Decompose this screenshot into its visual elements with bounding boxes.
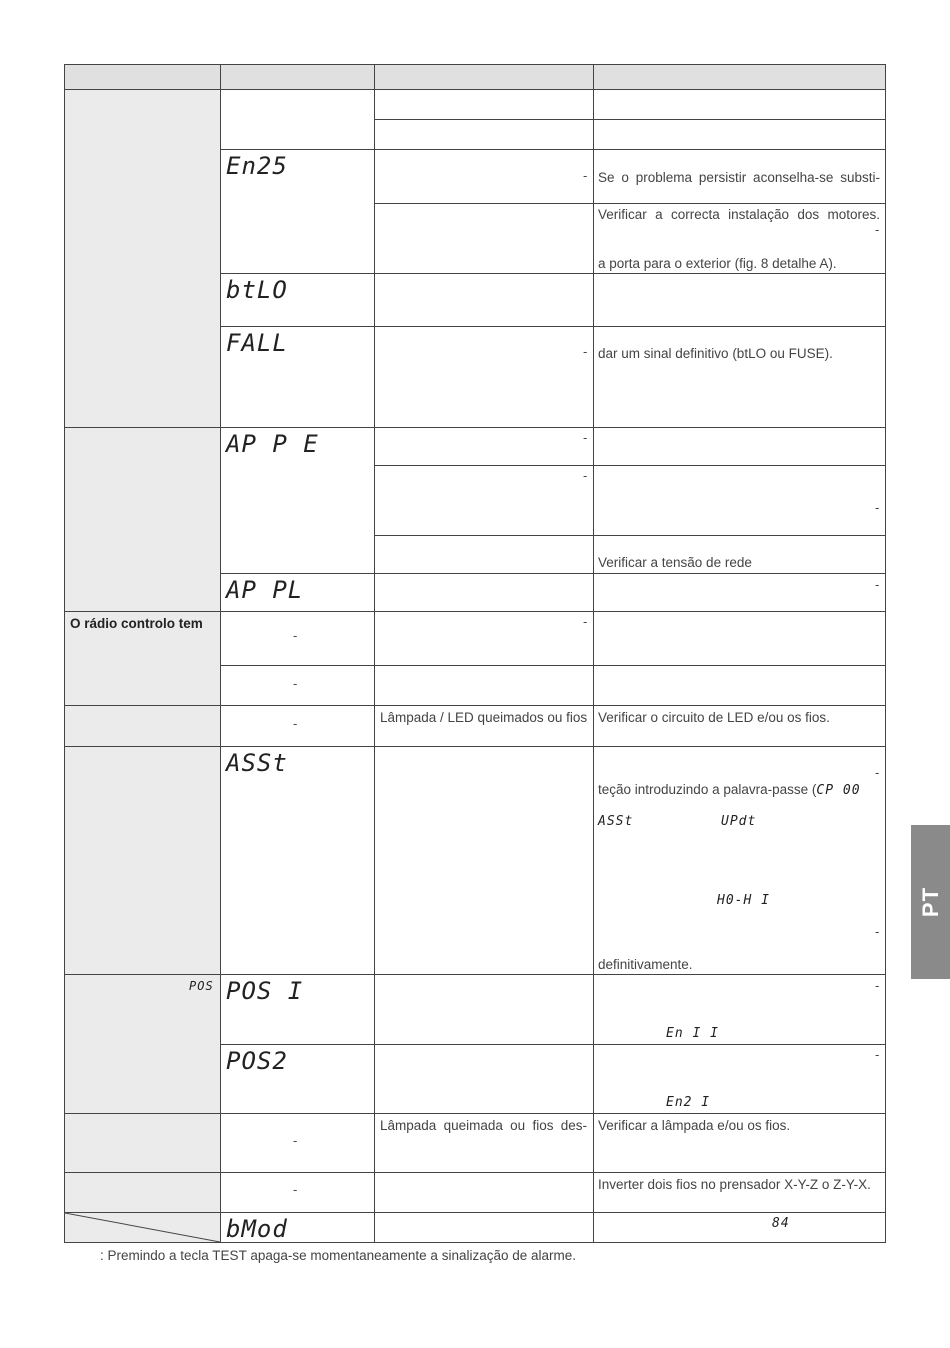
table-border xyxy=(64,427,886,428)
table-header-row xyxy=(65,65,885,89)
table-border xyxy=(64,64,886,65)
code-updt-small: UPdt xyxy=(721,814,757,829)
dash: - xyxy=(583,168,588,183)
code-h0h1-small: H0-H I xyxy=(717,893,770,908)
table-border xyxy=(220,273,886,274)
dash: - xyxy=(875,222,880,237)
dash: - xyxy=(293,628,298,643)
dash: - xyxy=(875,1047,880,1062)
language-tab xyxy=(911,825,950,979)
dash: - xyxy=(583,430,588,445)
problem-cell xyxy=(65,1173,220,1213)
solution-definitively: definitivamente. xyxy=(598,957,693,972)
solution-verify-lamp: Verificar a lâmpada e/ou os fios. xyxy=(598,1118,791,1133)
table-border xyxy=(374,203,886,204)
table-border xyxy=(374,119,886,120)
diagonal-line xyxy=(65,1213,220,1242)
table-border xyxy=(220,149,886,150)
code-en25: En25 xyxy=(226,152,288,180)
dash: - xyxy=(875,765,880,780)
dash: - xyxy=(875,577,880,592)
problem-cell xyxy=(65,747,220,975)
cause-led: Lâmpada / LED queimados ou fios xyxy=(380,710,588,725)
table-border xyxy=(64,1113,886,1114)
table-border xyxy=(220,1044,886,1045)
table-border xyxy=(64,1172,886,1173)
code-pos2: POS2 xyxy=(226,1047,288,1075)
solution-protection-pw xyxy=(598,782,861,799)
dash: - xyxy=(583,344,588,359)
table-border xyxy=(220,326,886,327)
solution-definitive-signal: dar um sinal definitivo (btLO ou FUSE). xyxy=(598,346,833,361)
dash: - xyxy=(293,1133,298,1148)
code-pos1: POS I xyxy=(226,977,304,1005)
table-border xyxy=(374,64,375,1243)
solution-door-exterior: a porta para o exterior (fig. 8 detalhe A). xyxy=(598,256,837,271)
code-fall: FALL xyxy=(226,329,288,357)
footnote: : Premindo a tecla TEST apaga-se momentaneamente a sinalização de alarme. xyxy=(100,1248,577,1263)
dash: - xyxy=(293,716,298,731)
code-b4-small: 84 xyxy=(772,1216,790,1231)
table-border xyxy=(374,465,886,466)
table-border xyxy=(374,535,886,536)
code-asst: ASSt xyxy=(226,749,288,777)
solution-verify-voltage: Verificar a tensão de rede xyxy=(598,555,752,570)
dash: - xyxy=(875,924,880,939)
code-asst-small: ASSt xyxy=(598,814,634,829)
problem-cell xyxy=(65,428,220,612)
language-tab-label: PT xyxy=(917,886,943,918)
cause-lamp: Lâmpada queimada ou fios des- xyxy=(380,1118,587,1133)
password-code: CP 00 xyxy=(816,783,861,798)
pos-code-small: POS xyxy=(189,979,214,993)
code-appe: AP P E xyxy=(226,430,319,458)
table-border xyxy=(220,573,886,574)
code-btlo: btLO xyxy=(226,276,288,304)
solution-verify-led: Verificar o circuito de LED e/ou os fios. xyxy=(598,710,830,725)
table-border xyxy=(220,665,886,666)
problem-cell xyxy=(65,706,220,747)
table-border xyxy=(220,64,221,1243)
code-appl: AP PL xyxy=(226,576,304,604)
solution-protection-pw-text: teção introduzindo a palavra-passe ( xyxy=(598,782,817,797)
table-border xyxy=(64,1242,886,1243)
problem-cell xyxy=(65,1114,220,1173)
table-border xyxy=(64,974,886,975)
dash: - xyxy=(583,614,588,629)
table-border xyxy=(885,64,886,1243)
code-en21-small: En2 I xyxy=(666,1095,711,1110)
table-border xyxy=(64,746,886,747)
solution-substitute: Se o problema persistir aconselha-se substi- xyxy=(598,170,880,185)
solution-invert-wires: Inverter dois fios no prensador X-Y-Z o Z-Y-X. xyxy=(598,1177,871,1192)
solution-verify-motors: Verificar a correcta instalação dos motores. xyxy=(598,207,880,222)
table-border xyxy=(64,705,886,706)
dash: - xyxy=(293,676,298,691)
problem-cell xyxy=(65,89,220,428)
table-border xyxy=(64,89,886,90)
table-border xyxy=(64,64,65,1243)
dash: - xyxy=(875,500,880,515)
dash: - xyxy=(875,978,880,993)
code-bmod: bMod xyxy=(226,1215,288,1243)
problem-radio-label: O rádio controlo tem xyxy=(70,616,203,631)
dash: - xyxy=(583,468,588,483)
problem-cell xyxy=(65,975,220,1114)
code-en11-small: En I I xyxy=(666,1026,719,1041)
dash: - xyxy=(293,1182,298,1197)
table-border xyxy=(64,611,886,612)
table-border xyxy=(593,64,594,1243)
